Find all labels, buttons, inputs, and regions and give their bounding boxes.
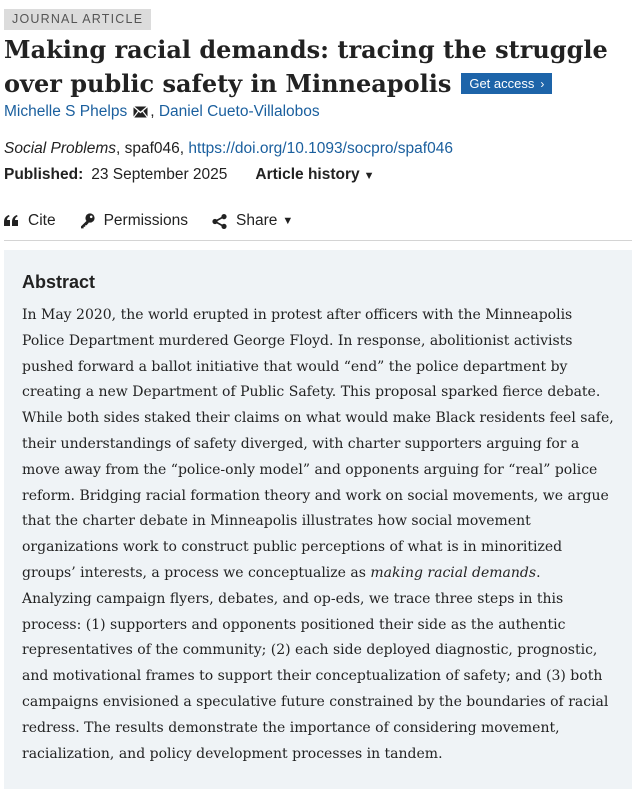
author-separator: , — [150, 103, 155, 120]
chevron-right-icon: › — [540, 77, 545, 91]
permissions-button[interactable] — [80, 212, 188, 230]
author-link[interactable]: Daniel Cueto-Villalobos — [158, 103, 320, 120]
doi-link[interactable]: https://doi.org/10.1093/socpro/spaf046 — [188, 140, 453, 157]
share-button[interactable] — [212, 212, 293, 230]
article-title — [4, 33, 624, 101]
article-tools — [4, 212, 317, 230]
article-title-text: Making racial demands: tracing the struggle over public safety in Minneapolis — [4, 35, 608, 98]
article-id: , spaf046, — [116, 140, 189, 157]
published-label: Published: — [4, 166, 84, 183]
article-history-label: Article history — [255, 166, 360, 183]
citation-line — [4, 140, 453, 158]
quote-icon — [4, 215, 19, 227]
share-label: Share — [236, 212, 278, 229]
abstract-text-part: In May 2020, the world erupted in protest after officers with the Minneapolis Police Department murdered George Floyd. In response, abolitionist activists pushed forward a ballot initiative that would “end” the police department by creating a new Department of Public Safety. This proposal sparked fierce debate. While both sides staked their claims on what would make Black residents feel safe, their understandings of safety diverged, with charter supporters arguing for a move away from the “police-only model” and opponents arguing for “real” police reform. Bridging racial formation theory and work on social movements, we argue that the charter debate in Minneapolis illustrates how social movement organizations work to construct public perceptions of what is in minoritized groups’ interests, a process we conceptualize as — [22, 307, 614, 581]
article-type-badge: JOURNAL ARTICLE — [4, 9, 151, 30]
journal-name: Social Problems — [4, 140, 116, 157]
abstract-text-part: . Analyzing campaign flyers, debates, and op-eds, we trace three steps in this process: (1) supporters and opponents positioned their side as the authentic representatives of the community; (2) each side deployed diagnostic, prognostic, and motivational frames to support their conceptualization of safety; and (3) both campaigns envisioned a speculative future constrained by the boundaries of racial redress. The results demonstrate the importance of considering movement, racialization, and policy development processes in tandem. — [22, 564, 609, 762]
caret-down-icon: ▼ — [282, 215, 294, 227]
author-list — [4, 103, 320, 123]
caret-down-icon: ▼ — [363, 170, 375, 182]
get-access-button[interactable] — [461, 73, 552, 94]
permissions-label: Permissions — [103, 212, 188, 229]
abstract-heading: Abstract — [22, 272, 96, 292]
key-icon — [80, 213, 95, 229]
publication-info — [4, 166, 375, 184]
abstract-text — [22, 303, 614, 767]
get-access-label: Get access — [469, 76, 535, 91]
cite-button[interactable] — [4, 212, 56, 230]
article-history-button[interactable] — [255, 166, 374, 183]
share-icon — [212, 214, 227, 229]
abstract-section — [4, 250, 632, 789]
envelope-icon[interactable] — [133, 105, 148, 123]
divider — [4, 240, 632, 241]
cite-label: Cite — [28, 212, 56, 229]
author-link[interactable]: Michelle S Phelps — [4, 103, 128, 120]
published-date: 23 September 2025 — [91, 166, 228, 183]
abstract-emphasis: making racial demands — [370, 564, 537, 581]
